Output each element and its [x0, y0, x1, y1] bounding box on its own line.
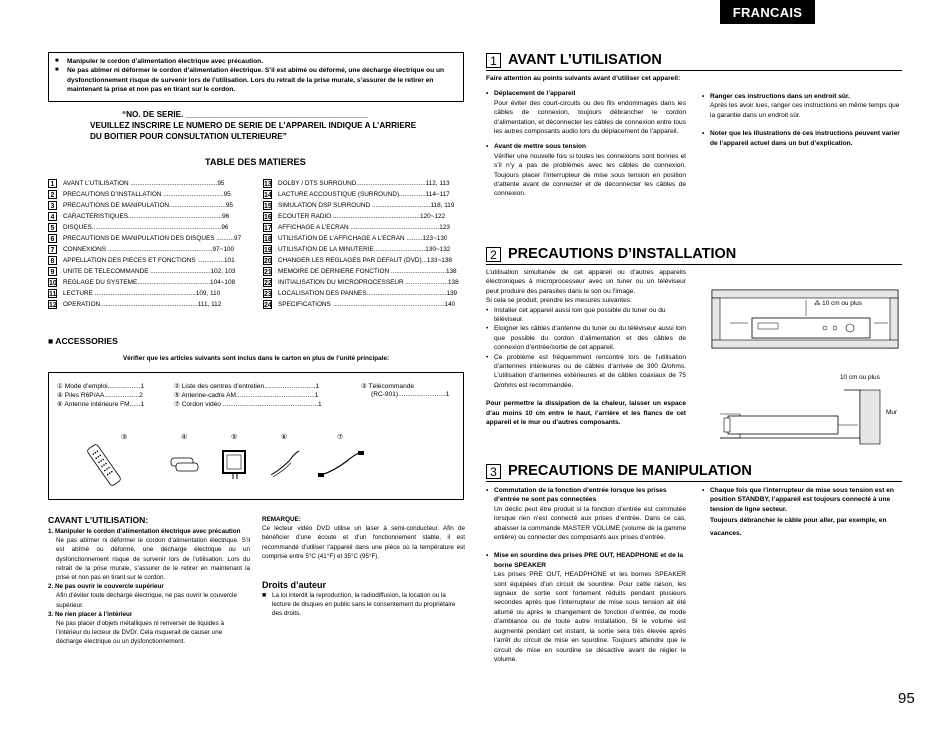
- warning-line: Ne pas abîmer ni déformer le cordon d’alimentation électrique. S’il est abîmé ou déformé, une décharge électrique ou un dysfonctionnement risque de survenir lors de l’utilisation. Lors du retrait de la prise murale, s’assurer de le retirer en maintenant la prise et non pas en tirant sur le cordon.: [67, 67, 445, 94]
- language-tab: FRANCAIS: [720, 0, 815, 24]
- bullet-heading: Avant de mettre sous tension: [494, 143, 587, 151]
- toc-entry: [48, 233, 248, 243]
- asterisk-icon: ⁂: [814, 300, 821, 307]
- bullet-body: Pour éviter des court-circuits ou des fils endommagés dans les câbles de connexion, toujours débrancher le cordon d’alimentation, et déconnecter les câbles de connexion entre tous les autres composants audio lors du déplacement de l’appareil.: [494, 99, 686, 136]
- toc-title: TABLE DES MATIERES: [205, 157, 306, 167]
- toc-label: CONNEXIONS ...........................................................97~100: [63, 245, 234, 253]
- am-loop-antenna-icon: [223, 451, 245, 479]
- toc-entry: [48, 200, 248, 210]
- toc-label: PRECAUTIONS DE MANIPULATION................................95: [63, 201, 233, 209]
- toc-number: 18: [264, 235, 272, 243]
- serial-line: VEUILLEZ INSCRIRE LE NUMERO DE SERIE DE L’APPAREIL INDIQUE A L’ARRIERE: [90, 121, 417, 130]
- toc-label: UTILISATION DE L’AFFICHAGE A L’ECRAN .........123~130: [278, 234, 448, 242]
- cavant-list: [48, 527, 250, 647]
- bullet-body: Ce problème est fréquemment rencontré lors de l’utilisation d’antennes intérieures ou de câbles d’arrivée de 300 Ω/ohms. L’utilisation d’antennes extérieures et de câbles coaxiaux de 75 Ω/ohms est recommandée.: [494, 353, 686, 389]
- toc-entry: [48, 266, 248, 276]
- toc-entry: [48, 299, 248, 309]
- bullet-heading: Ranger ces instructions dans un endroit sûr.: [710, 93, 850, 100]
- section-title: AVANT L’UTILISATION: [508, 52, 662, 68]
- toc-entry: [48, 288, 248, 298]
- section-rule: [486, 481, 902, 482]
- toc-entry: [263, 277, 466, 287]
- bullet-icon: •: [486, 552, 489, 560]
- shelf-top-view: [712, 290, 898, 348]
- droits-title: Droits d’auteur: [262, 580, 327, 590]
- toc-label: INITIALISATION DU MICROPROCESSEUR ........................138: [278, 278, 459, 286]
- toc-entry: [263, 266, 466, 276]
- accessories-box: [48, 372, 464, 500]
- toc-label: SPECIFICATIONS ...............................................................140: [278, 300, 456, 308]
- toc-number: 19: [264, 246, 272, 254]
- toc-entry: [48, 178, 248, 188]
- toc-label: APPELLATION DES PIECES ET FONCTIONS ...............101: [63, 256, 235, 264]
- bullet-icon: •: [702, 487, 705, 494]
- bullet-heading: Noter que les illustrations de ces instructions peuvent varier de l’appareil actuel dans un but d’explication.: [710, 130, 900, 147]
- bullet-icon: •: [486, 90, 489, 98]
- toc-number: 16: [264, 213, 272, 221]
- accessory-item: ④ Piles R6P/AA...................2: [57, 392, 143, 399]
- square-bullet-icon: ■: [55, 58, 59, 64]
- accessory-item: (RC-901)..........................1: [371, 391, 450, 398]
- toc-number: 11: [49, 290, 57, 298]
- accessory-item: ③ Télécommande: [361, 383, 415, 390]
- bullet-body: Après les avoir lues, ranger ces instructions en même temps que la garantie dans un endroit sûr.: [710, 102, 900, 119]
- toc-entry: [263, 299, 466, 309]
- bullet-icon: •: [702, 93, 705, 100]
- toc-label: LACTURE ACCOUSTIQUE (SURROUND)...............114~117: [278, 190, 450, 198]
- section-title: PRECAUTIONS DE MANIPULATION: [508, 463, 752, 479]
- toc-number: 1: [48, 179, 57, 188]
- toc-entry: [263, 255, 466, 265]
- toc-label: CHANGER LES REGLAGES PAR DEFAUT (DVD)...133~138: [278, 256, 452, 264]
- toc-label: UNITE DE TELECOMMANDE ..................................102, 103: [63, 267, 236, 275]
- toc-label: MEMOIRE DE DERNIERE FONCTION ...............................138: [278, 267, 457, 275]
- accessories-illustration: [49, 373, 465, 501]
- cavant-title: CAVANT L’UTILISATION:: [48, 515, 149, 525]
- droits-block: [262, 591, 465, 619]
- toc-label: ECOUTER RADIO .................................................120~122: [278, 212, 446, 220]
- square-bullet-icon: ■: [262, 592, 267, 599]
- cavant-item-heading: 3. Ne rien placer à l’intérieur: [48, 610, 133, 618]
- toc-label: SIMULATION DSP SURROUND .................................118, 119: [278, 201, 455, 209]
- droits-body: La loi interdit la reproduction, la radiodiffusion, la location ou la lecture de disques en public sans le consentement du propriétaire des droits.: [272, 592, 456, 618]
- section-2-heading: [486, 246, 736, 262]
- toc-number: 9: [48, 267, 57, 276]
- toc-number: 17: [264, 224, 272, 232]
- toc-entry: [48, 222, 248, 232]
- toc-number: 24: [264, 301, 272, 309]
- table-of-contents: [48, 178, 466, 323]
- section-1-intro: Faire attention au points suivants avant d’utiliser cet appareil:: [486, 75, 681, 82]
- toc-entry: [48, 211, 248, 221]
- figure-caption: ⑥: [281, 434, 288, 441]
- serial-number-notice: [90, 109, 430, 142]
- toc-label: PRECAUTIONS D’INSTALLATION ..................................95: [63, 190, 231, 198]
- section-2-intro: L’utilisation simultanée de cet appareil ou d’autres appareils électroniques à microprocesseur avec un tuner ou un téléviseur peut produire des parasites dans le son ou l’image.: [486, 269, 686, 295]
- bullet-body: Les prises PRE OUT, HEADPHONE et les bornes SPEAKER sont équipées d’un circuit de sourdine. Pour cette raison, les signaux de sortie sont fortement réduits pendant plusieurs secondes après que l’interrupteur de mise sous tension ait été allumé ou après le changement de fonction d’entrée, de mode d’ambiance ou de toute autre installation. Si le volume est augmenté pendant cet instant, la sortie sera très élevée après l’arrêt du circuit de mise en sourdine. Toujours attendre que le circuit de mise en sourdine se désactive avant de régler le volume.: [494, 571, 686, 663]
- remarque-block: [262, 515, 465, 561]
- toc-label: DISQUES.........................................................................96: [63, 223, 229, 231]
- toc-label: LOCALISATION DES PANNES.............................................139: [278, 289, 458, 297]
- toc-number: 10: [49, 279, 57, 287]
- bullet-heading: Mise en sourdine des prises PRE OUT, HEADPHONE et de la borne SPEAKER: [494, 552, 684, 569]
- bullet-heading: Commutation de la fonction d’entrée lorsque les prises d’entrée ne sont pas connectées: [494, 487, 667, 504]
- serial-line: DU BOITIER POUR CONSULTATION ULTERIEURE”: [90, 132, 287, 141]
- cavant-item-body: Afin d’éviter toute décharge électrique, ne pas ouvrir le couvercle supérieur.: [56, 592, 237, 609]
- cavant-item-heading: 1. Manipuler le cordon d’alimentation électrique avec précaution: [48, 528, 241, 535]
- fm-antenna-icon: [271, 451, 299, 477]
- toc-entry: [48, 255, 248, 265]
- toc-entry: [263, 288, 466, 298]
- section-title: PRECAUTIONS D’INSTALLATION: [508, 246, 737, 262]
- warning-box: [48, 52, 464, 102]
- toc-label: LECTURE .........................................................109, 110: [63, 289, 221, 297]
- section-2-heat-note: Pour permettre la dissipation de la chaleur, laisser un espace d’au moins 10 cm entre le haut, l’arrière et les flancs de cet appareil et le mur ou d’autres composants.: [486, 400, 686, 427]
- cavant-item-body: Ne pas placer d’objets métalliques ni renverser de liquides à l’intérieur du lecteur de DVDr. Cela risquerait de causer une décharge électrique ou un dysfonctionnement.: [56, 620, 225, 646]
- toc-entry: [263, 211, 466, 221]
- bullet-heading: Chaque fois que l’interrupteur de mise sous tension est en position STANDBY, l’appareil est toujours connecté à une tension de ligne secteur.: [710, 487, 894, 513]
- accessory-item: ② Liste des centres d’entretien............................1: [174, 383, 320, 390]
- diagram-label: 10 cm ou plus: [840, 374, 880, 381]
- accessory-item: ① Mode d’emploi..................1: [57, 383, 145, 390]
- section-number: 3: [486, 464, 501, 479]
- wall-side-view: [720, 390, 880, 444]
- toc-entry: [263, 222, 466, 232]
- square-bullet-icon: ■: [55, 67, 59, 74]
- warning-line: Manipuler le cordon d’alimentation électrique avec précaution.: [67, 58, 264, 65]
- accessories-subtitle: Vérifier que les articles suivants sont inclus dans le carton en plus de l’unité principale:: [122, 355, 390, 362]
- section-3-heading: [486, 463, 752, 479]
- bullet-body: Installer cet appareil aussi loin que possible du tuner ou du téléviseur.: [494, 306, 666, 324]
- remarque-title: REMARQUE:: [262, 516, 301, 523]
- toc-label: REGLAGE DU SYSTEME.........................................104~108: [63, 278, 236, 286]
- toc-label: DOLBY / DTS SURROUND.......................................112, 113: [278, 179, 450, 187]
- toc-number: 2: [48, 190, 57, 199]
- section-2-text: [486, 268, 686, 428]
- bullet-icon: •: [486, 143, 489, 151]
- toc-number: 12: [49, 301, 57, 309]
- toc-number: 5: [48, 223, 57, 232]
- accessories-title: ■ ACCESSORIES: [48, 336, 118, 346]
- bullet-body: Vérifier une nouvelle fois si toutes les connexions sont bonnes et s’il n’y a pas de problèmes avec les câbles de connexion. Toujours placer l’interrupteur de mise sous tension en position d’attente avant de connecter et de déconnecter les câbles de connexion.: [494, 152, 686, 198]
- section-1-heading: [486, 52, 662, 68]
- toc-number: 15: [264, 202, 272, 210]
- toc-number: 20: [264, 257, 272, 265]
- serial-line: “NO. DE SERIE. ________________________________________: [122, 110, 368, 119]
- toc-entry: [48, 189, 248, 199]
- diagram-label: ⁂ 10 cm ou plus: [814, 300, 862, 307]
- batteries-icon: [171, 458, 198, 471]
- section-3-right: [702, 486, 902, 540]
- accessory-item: ⑦ Cordon vidéo ....................................................1: [174, 401, 322, 408]
- toc-number: 6: [48, 234, 57, 243]
- toc-label: AVANT L’UTILISATION .................................................95: [63, 179, 225, 187]
- toc-label: AFFICHAGE A L’ECRAN ..................................................123: [278, 223, 450, 231]
- toc-number: 4: [48, 212, 57, 221]
- bullet-icon: •: [486, 306, 489, 314]
- toc-label: PRECAUTIONS DE MANIPULATION DES DISQUES ..........97: [63, 234, 242, 242]
- toc-label: OPERATION.......................................................111, 112: [63, 300, 222, 308]
- toc-number: 23: [264, 290, 272, 298]
- section-number: 1: [486, 53, 501, 68]
- remote-control-icon: [86, 444, 121, 487]
- bullet-icon: •: [702, 130, 705, 138]
- page-number: 95: [898, 690, 915, 707]
- toc-number: 7: [48, 245, 57, 254]
- section-rule: [486, 264, 902, 265]
- toc-number: 8: [48, 256, 57, 265]
- toc-entry: [263, 244, 466, 254]
- figure-caption: ④: [181, 434, 188, 441]
- toc-entry: [48, 244, 248, 254]
- toc-entry: [263, 189, 466, 199]
- figure-caption: ⑦: [337, 434, 344, 441]
- bullet-icon: •: [486, 487, 489, 494]
- section-1-right: [702, 92, 902, 148]
- toc-number: 13: [264, 180, 272, 188]
- video-cord-icon: [318, 451, 364, 477]
- accessory-item: ⑥ Antenne intérieure FM......1: [57, 401, 145, 408]
- section-number: 2: [486, 247, 501, 262]
- figure-caption: ⑤: [231, 434, 238, 441]
- bullet-body: Toujours débrancher le câble pour aller, par exemple, en vacances.: [710, 517, 887, 538]
- section-3-left: [486, 486, 686, 664]
- installation-diagram: [710, 286, 902, 446]
- section-2-lead: Si cela se produit, prendre les mesures suivantes:: [486, 297, 632, 305]
- bullet-body: Eloigner les câbles d’antenne du tuner ou du téléviseur aussi loin que possible du cordon d’alimentation et des câbles de connexion d’entrée/sortie de cet appareil.: [494, 325, 686, 352]
- toc-entry: [48, 277, 248, 287]
- toc-entry: [263, 233, 466, 243]
- bullet-heading: Déplacement de l’appareil: [494, 90, 576, 98]
- toc-number: 22: [264, 279, 272, 287]
- bullet-icon: •: [486, 353, 489, 361]
- toc-label: CARACTERISTIQUES.....................................................96: [63, 212, 230, 220]
- section-rule: [486, 70, 902, 71]
- accessory-item: ⑤ Antenne-cadre AM...........................................1: [174, 392, 319, 399]
- cavant-item-heading: 2. Ne pas ouvrir le couvercle supérieur: [48, 583, 164, 591]
- toc-label: UTILISATION DE LA MINUTERIE.............................130~132: [278, 245, 451, 253]
- toc-entry: [263, 200, 466, 210]
- toc-entry: [263, 178, 466, 188]
- diagram-label: Mur: [886, 409, 898, 416]
- cavant-item-body: Ne pas abîmer ni déformer le cordon d’alimentation électrique. S’il est abîmé ou déformé, une décharge électrique ou un dysfonctionnement risque de survenir lors de l’utilisation. Lors du retrait de la prise murale, s’assurer de le retirer en maintenant la prise et non pas en tirant sur le cordon.: [56, 537, 250, 582]
- bullet-body: Un déclic peut être produit si la fonction d’entrée est commutée lorsque rien n’est connecté aux prises d’entrée. Dans ce cas, abaisser la commande MASTER VOLUME (volume de la gamme entière) ou connecter des composants aux prises d’entrée.: [494, 505, 686, 542]
- remarque-body: Ce lecteur vidéo DVD utilise un laser à semi-conducteur. Afin de bénéficier d’une écoute et d’un fonctionnement stable, il est recommandé d’utiliser l’appareil dans une pièce où la température est comprise entre 5°C (41°F) et 35°C (95°F).: [262, 525, 465, 560]
- section-1-left: [486, 74, 686, 199]
- toc-number: 3: [48, 201, 57, 210]
- toc-number: 21: [264, 268, 272, 276]
- bullet-icon: •: [486, 325, 489, 333]
- figure-caption: ③: [121, 434, 128, 441]
- toc-number: 14: [264, 191, 272, 199]
